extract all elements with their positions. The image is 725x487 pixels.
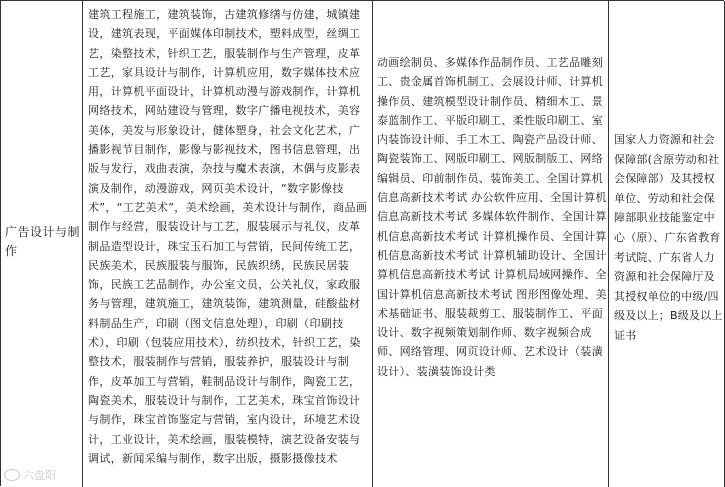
occupations-text: 动画绘制员、多媒体作品制作员、工艺品雕刻工、贵金属首饰机制工、会展设计师、计算机操作员、建筑模型设计制作员、精细木工、景泰蓝制作工、平版印刷工、柔性版印刷工、室内装饰设计师、手工木工、陶瓷产品设计师、陶瓷装饰工、网版印刷工、网版制版工、网络编辑员、印前制作员、装饰美工、全国计算机信息高新技术考试 办公软件应用、全国计算机信息高新技术考试 多媒体软件制作、全国计算机信息高新技术考试 计算机操作员、全国计算机信息高新技术考试 计算机辅助设计、全国计算机信息高新技术考试 计算机局域网操作、全国计算机信息高新技术考试 图形图像处理、美术基础证书、服装裁剪工、服装制作工、平面设计、数字视频策划制作师、数字视频合成师、网络管理、网页设计师、艺术设计（装潢设计）、装潢装饰设计类	[377, 56, 607, 378]
majors-text: 建筑工程施工，建筑装饰，古建筑修缮与仿建，城镇建设，建筑表现，平面媒体印制技术，塑料成型，丝绸工艺，染整技术，针织工艺，服装制作与生产管理，皮革工艺，家具设计与制作，计算机应用，数字媒体技术应用，计算机平面设计，计算机动漫与游戏制作，计算机网络技术，网站建设与管理，数字广播电视技术，美容美体，美发与形象设计，健体塑身，社会文化艺术，广播影视节目制作，影像与影视技术，图书信息管理，出版与发行，戏曲表演，杂技与魔术表演，木偶与皮影表演及制作，动漫游戏，网页美术设计，“数字影像技术”，“工艺美术”，美术绘画，美术设计与制作，商品画制作与经营，服装设计与工艺，服装展示与礼仪，皮革制品造型设计，珠宝玉石加工与营销，民间传统工艺，民族美术，民族服装与服饰，民族织绣，民族民居装饰，民族工艺品制作，办公室文员，公关礼仪，家政服务与管理，建筑施工，建筑装饰，建筑测量，硅酸盐材料制品生产，印刷（图文信息处理），印刷（印刷技术），印刷（包装应用技术），纺织技术，针织工艺，染整技术，服装制作与营销，服装养护，服装设计与制作，皮革加工与营销，鞋制品设计与制作，陶瓷工艺，陶瓷美术，服装设计与制作，工艺美术，珠宝首饰设计与制作，珠宝首饰鉴定与营销，室内设计，环境艺术设计，工业设计，美术绘画，服装模特，演艺设备安装与调试，新闻采编与制作，数字出版，摄影摄像技术	[88, 8, 368, 465]
category-cell	[1, 1, 83, 487]
category-label: 广告设计与制作	[5, 225, 81, 258]
issuer-cell	[609, 1, 725, 487]
weibo-logo-icon	[4, 469, 20, 481]
occupations-cell	[373, 1, 609, 487]
watermark	[4, 466, 56, 484]
watermark-text: 六盘阳	[23, 469, 56, 482]
majors-cell	[83, 1, 373, 487]
issuer-text: 国家人力资源和社会保障部(含原劳动和社会保障部）及其授权单位、劳动和社会保障部职业技能鉴定中心（原）、广东省教育考试院、广东省人力资源和社会保障厅及其授权单位的中级/四级及以上；B级及以上证书	[614, 133, 723, 342]
